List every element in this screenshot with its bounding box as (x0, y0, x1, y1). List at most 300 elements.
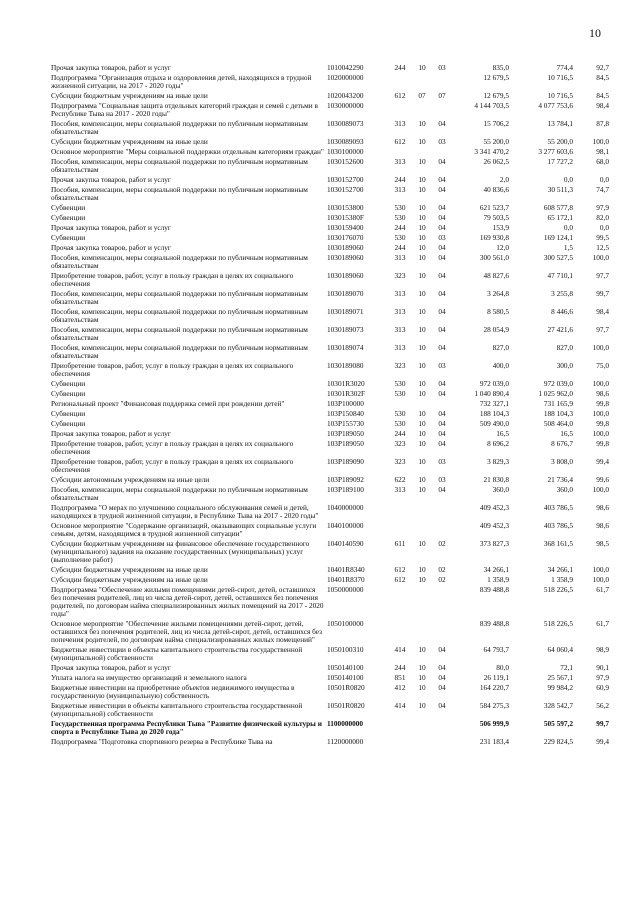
cell-target-code: 10301R302F (327, 390, 366, 398)
cell-plan: 8 580,5 (487, 308, 509, 316)
cell-plan: 12 679,5 (483, 74, 509, 82)
cell-fact: 169 124,1 (543, 234, 573, 242)
cell-plan: 621 523,7 (479, 204, 509, 212)
cell-percent: 100,0 (592, 430, 609, 438)
table-row (50, 102, 610, 120)
cell-percent: 82,0 (596, 214, 609, 222)
cell-target-code: 1040000000 (327, 504, 364, 512)
cell-name: Пособия, компенсации, меры социальной поддержки по публичным нормативным обязательствам (51, 486, 308, 502)
cell-percent: 99,8 (596, 420, 609, 428)
cell-name: Субвенции (51, 390, 86, 398)
cell-expense-type: 313 (394, 290, 406, 298)
cell-target-code: 1030153800 (327, 204, 364, 212)
cell-subsection: 04 (438, 702, 446, 710)
table-row (50, 344, 610, 362)
cell-section: 10 (418, 476, 426, 484)
cell-plan: 12 679,5 (483, 92, 509, 100)
cell-expense-type: 244 (394, 224, 406, 232)
cell-target-code: 1030100000 (327, 148, 364, 156)
table-row (50, 186, 610, 204)
cell-target-code: 103P100000 (327, 400, 364, 408)
cell-target-code: 1030089073 (327, 120, 364, 128)
cell-fact: 21 736,4 (547, 476, 573, 484)
cell-plan: 360,0 (492, 486, 509, 494)
table-row (50, 440, 610, 458)
cell-expense-type (388, 148, 412, 158)
cell-target-code: 103015380F (327, 214, 364, 222)
cell-expense-type: 313 (394, 486, 406, 494)
cell-plan: 4 144 703,5 (474, 102, 509, 110)
table-row (50, 234, 610, 244)
cell-name: Бюджетные инвестиции на приобретение объектов недвижимого имущества в государственную (муниципальную) собственность (51, 684, 295, 700)
cell-fact: 3 277 603,6 (538, 148, 573, 156)
cell-expense-type: 530 (394, 234, 406, 242)
cell-section: 10 (418, 674, 426, 682)
cell-target-code: 1050000000 (327, 586, 364, 594)
cell-fact: 328 542,7 (543, 702, 573, 710)
cell-percent: 92,7 (596, 64, 609, 72)
cell-percent: 100,0 (592, 486, 609, 494)
cell-subsection: 03 (438, 64, 446, 72)
cell-plan: 169 930,8 (479, 234, 509, 242)
cell-plan: 3 829,3 (487, 458, 509, 466)
cell-section: 10 (418, 458, 426, 466)
cell-section: 10 (418, 186, 426, 194)
cell-target-code: 10401R8340 (327, 566, 365, 574)
cell-plan: 16,5 (496, 430, 509, 438)
table-row (50, 566, 610, 576)
cell-plan: 64 793,7 (483, 646, 509, 654)
cell-percent: 0,0 (599, 224, 609, 232)
cell-subsection (432, 74, 452, 92)
cell-target-code: 1030189070 (327, 290, 364, 298)
cell-name: Прочая закупка товаров, работ и услуг (51, 224, 171, 232)
cell-expense-type (388, 400, 412, 410)
cell-target-code: 1030189080 (327, 362, 364, 370)
cell-section: 10 (418, 234, 426, 242)
cell-target-code: 10401R8370 (327, 576, 365, 584)
table-row (50, 458, 610, 476)
cell-plan: 400,0 (492, 362, 509, 370)
cell-percent: 100,0 (592, 566, 609, 574)
cell-name: Субвенции (51, 204, 86, 212)
cell-fact: 972 039,0 (543, 380, 573, 388)
cell-percent: 97,7 (596, 272, 609, 280)
cell-fact: 8 446,6 (551, 308, 573, 316)
cell-fact: 3 255,8 (551, 290, 573, 298)
cell-plan: 26 119,1 (483, 674, 509, 682)
cell-percent: 61,7 (596, 620, 609, 628)
cell-plan: 40 836,6 (483, 186, 509, 194)
cell-subsection: 04 (438, 486, 446, 494)
cell-plan: 231 183,4 (479, 738, 509, 746)
cell-fact: 55 200,0 (547, 138, 573, 146)
cell-fact: 13 784,1 (547, 120, 573, 128)
cell-fact: 608 577,8 (543, 204, 573, 212)
cell-fact: 188 104,3 (543, 410, 573, 418)
cell-name: Субвенции (51, 380, 86, 388)
cell-fact: 64 060,4 (547, 646, 573, 654)
cell-name: Субсидии бюджетным учреждениям на иные цели (51, 576, 208, 584)
cell-target-code: 1040100000 (327, 522, 364, 530)
cell-fact: 1,5 (563, 244, 573, 252)
cell-subsection: 04 (438, 272, 446, 280)
cell-fact: 300 527,5 (543, 254, 573, 262)
cell-percent: 99,7 (596, 720, 609, 728)
table-row (50, 64, 610, 74)
cell-subsection (432, 738, 452, 748)
cell-name: Пособия, компенсации, меры социальной поддержки по публичным нормативным обязательствам (51, 186, 308, 202)
cell-plan: 21 830,8 (483, 476, 509, 484)
cell-percent: 99,4 (596, 458, 609, 466)
cell-percent: 100,0 (592, 380, 609, 388)
cell-fact: 17 727,2 (547, 158, 573, 166)
table-row (50, 586, 610, 620)
table-row (50, 674, 610, 684)
cell-name: Субвенции (51, 420, 86, 428)
cell-section: 10 (418, 272, 426, 280)
cell-section: 10 (418, 702, 426, 710)
cell-name: Субсидии бюджетным учреждениям на финансовое обеспечение государственного (муниципального) задания на оказание государственных (муниципальных) услуг (выполнение работ) (51, 540, 310, 564)
cell-expense-type: 323 (394, 440, 406, 448)
cell-percent: 98,6 (596, 504, 609, 512)
cell-target-code: 1030189071 (327, 308, 364, 316)
cell-target-code: 1030159400 (327, 224, 364, 232)
cell-section: 10 (418, 430, 426, 438)
cell-subsection (432, 400, 452, 410)
cell-subsection (432, 720, 452, 738)
cell-target-code: 10501R0820 (327, 702, 365, 710)
cell-subsection: 03 (438, 234, 446, 242)
cell-plan: 8 696,2 (487, 440, 509, 448)
cell-target-code: 10301R3020 (327, 380, 365, 388)
cell-name: Подпрограмма "Организация отдыха и оздоровления детей, находящихся в трудной жизненной ситуации, на 2017 - 2020 годы" (51, 74, 312, 90)
table-row (50, 326, 610, 344)
cell-plan: 28 054,9 (483, 326, 509, 334)
cell-section: 10 (418, 410, 426, 418)
cell-target-code: 1030189060 (327, 254, 364, 262)
cell-target-code: 103P189092 (327, 476, 364, 484)
cell-name: Пособия, компенсации, меры социальной поддержки по публичным нормативным обязательствам (51, 290, 308, 306)
page-number: 10 (589, 26, 601, 40)
cell-expense-type: 323 (394, 272, 406, 280)
cell-expense-type: 530 (394, 214, 406, 222)
cell-percent: 98,4 (596, 308, 609, 316)
cell-plan: 972 039,0 (479, 380, 509, 388)
cell-fact: 827,0 (556, 344, 573, 352)
cell-subsection: 04 (438, 684, 446, 692)
cell-percent: 99,5 (596, 234, 609, 242)
cell-plan: 55 200,0 (483, 138, 509, 146)
table-row (50, 138, 610, 148)
cell-fact: 10 716,5 (547, 74, 573, 82)
table-row (50, 254, 610, 272)
cell-target-code: 103P150840 (327, 410, 364, 418)
cell-expense-type: 612 (394, 92, 406, 100)
cell-fact: 0,0 (563, 176, 573, 184)
cell-name: Прочая закупка товаров, работ и услуг (51, 176, 171, 184)
table-row (50, 420, 610, 430)
cell-fact: 47 710,1 (547, 272, 573, 280)
cell-percent: 99,8 (596, 440, 609, 448)
cell-fact: 518 226,5 (543, 620, 573, 628)
cell-subsection: 04 (438, 344, 446, 352)
table-row (50, 620, 610, 646)
cell-subsection: 04 (438, 214, 446, 222)
cell-name: Основное мероприятие "Содержание организаций, оказывающих социальные услуги семьям, детям, находящимся в трудной жизненной ситуации" (51, 522, 317, 538)
cell-plan: 300 561,0 (479, 254, 509, 262)
cell-subsection (432, 586, 452, 620)
cell-percent: 97,9 (596, 674, 609, 682)
cell-percent: 99,8 (596, 400, 609, 408)
cell-fact: 731 165,9 (543, 400, 573, 408)
cell-plan: 188 104,3 (479, 410, 509, 418)
cell-fact: 505 597,2 (543, 720, 573, 728)
cell-target-code: 1050100000 (327, 620, 364, 628)
cell-fact: 0,0 (563, 224, 573, 232)
cell-percent: 98,6 (596, 522, 609, 530)
cell-percent: 99,7 (596, 290, 609, 298)
cell-plan: 584 275,3 (479, 702, 509, 710)
cell-section: 10 (418, 254, 426, 262)
cell-plan: 835,0 (492, 64, 509, 72)
cell-target-code: 1020000000 (327, 74, 364, 82)
cell-percent: 98,9 (596, 646, 609, 654)
cell-section: 10 (418, 308, 426, 316)
cell-percent: 61,7 (596, 586, 609, 594)
cell-subsection: 04 (438, 440, 446, 448)
cell-target-code: 1030152700 (327, 186, 364, 194)
cell-percent: 100,0 (592, 576, 609, 584)
cell-fact: 368 161,5 (543, 540, 573, 548)
cell-plan: 3 264,8 (487, 290, 509, 298)
table-row (50, 308, 610, 326)
cell-subsection: 04 (438, 308, 446, 316)
cell-subsection: 04 (438, 664, 446, 672)
cell-fact: 27 421,6 (547, 326, 573, 334)
cell-section: 10 (418, 540, 426, 548)
cell-fact: 300,0 (556, 362, 573, 370)
cell-section: 10 (418, 664, 426, 672)
table-row (50, 684, 610, 702)
cell-subsection (432, 522, 452, 540)
cell-target-code: 10501R0820 (327, 684, 365, 692)
cell-plan: 26 062,5 (483, 158, 509, 166)
cell-percent: 100,0 (592, 138, 609, 146)
cell-percent: 98,6 (596, 390, 609, 398)
cell-expense-type: 851 (394, 674, 406, 682)
cell-section: 10 (418, 290, 426, 298)
cell-subsection: 04 (438, 646, 446, 654)
cell-expense-type: 412 (394, 684, 406, 692)
cell-section: 10 (418, 176, 426, 184)
cell-plan: 839 488,8 (479, 586, 509, 594)
cell-name: Пособия, компенсации, меры социальной поддержки по публичным нормативным обязательствам (51, 120, 308, 136)
cell-target-code: 1050140100 (327, 664, 364, 672)
cell-section: 10 (418, 224, 426, 232)
cell-name: Приобретение товаров, работ, услуг в пользу граждан в целях их социального обеспечения (51, 458, 294, 474)
table-row (50, 224, 610, 234)
table-row (50, 204, 610, 214)
cell-subsection: 03 (438, 138, 446, 146)
table-row (50, 290, 610, 308)
cell-plan: 153,9 (492, 224, 509, 232)
cell-plan: 1 040 890,4 (474, 390, 509, 398)
cell-section: 10 (418, 390, 426, 398)
cell-expense-type: 530 (394, 420, 406, 428)
cell-plan: 3 341 470,2 (474, 148, 509, 156)
cell-fact: 16,5 (560, 430, 573, 438)
cell-expense-type: 530 (394, 204, 406, 212)
cell-plan: 80,0 (496, 664, 509, 672)
cell-plan: 839 488,8 (479, 620, 509, 628)
cell-target-code: 1030189060 (327, 272, 364, 280)
cell-name: Субсидии бюджетным учреждениям на иные цели (51, 92, 208, 100)
table-row (50, 74, 610, 92)
cell-percent: 68,0 (596, 158, 609, 166)
cell-subsection: 04 (438, 120, 446, 128)
cell-subsection: 04 (438, 204, 446, 212)
cell-expense-type: 244 (394, 244, 406, 252)
cell-plan: 827,0 (492, 344, 509, 352)
cell-percent: 100,0 (592, 254, 609, 262)
cell-name: Приобретение товаров, работ, услуг в пользу граждан в целях их социального обеспечения (51, 362, 294, 378)
cell-expense-type (388, 586, 412, 620)
cell-subsection: 04 (438, 244, 446, 252)
cell-fact: 1 358,9 (551, 576, 573, 584)
cell-fact: 34 266,1 (547, 566, 573, 574)
cell-subsection: 04 (438, 158, 446, 166)
cell-percent: 84,5 (596, 92, 609, 100)
cell-expense-type (388, 504, 412, 522)
cell-expense-type (388, 620, 412, 646)
cell-percent: 98,4 (596, 102, 609, 110)
table-row (50, 214, 610, 224)
cell-percent: 12,5 (596, 244, 609, 252)
cell-plan: 409 452,3 (479, 504, 509, 512)
table-row (50, 504, 610, 522)
cell-percent: 99,6 (596, 476, 609, 484)
cell-subsection: 04 (438, 224, 446, 232)
cell-name: Основное мероприятие "Обеспечение жилыми помещениями детей-сирот, детей, оставшихся без попечения родителей, лиц из числа детей-сирот, детей, оставшихся без попечения родителей, по договорам найма специализированных жилых помещений" (51, 620, 322, 644)
cell-name: Субвенции (51, 214, 86, 222)
cell-expense-type: 313 (394, 186, 406, 194)
cell-section (412, 400, 432, 410)
cell-section: 10 (418, 214, 426, 222)
cell-name: Субвенции (51, 410, 86, 418)
cell-target-code: 103P189100 (327, 486, 364, 494)
cell-name: Подпрограмма "Социальная защита отдельных категорий граждан и семей с детьми в Республике Тыва на 2017 - 2020 годы" (51, 102, 318, 118)
table-row (50, 738, 610, 748)
table-row (50, 576, 610, 586)
cell-subsection: 04 (438, 410, 446, 418)
cell-fact: 508 464,0 (543, 420, 573, 428)
cell-expense-type (388, 74, 412, 92)
cell-fact: 25 567,1 (547, 674, 573, 682)
cell-name: Пособия, компенсации, меры социальной поддержки по публичным нормативным обязательствам (51, 326, 308, 342)
cell-target-code: 1030089093 (327, 138, 364, 146)
cell-section: 10 (418, 362, 426, 370)
cell-section: 10 (418, 64, 426, 72)
cell-fact: 99 984,2 (547, 684, 573, 692)
cell-percent: 97,7 (596, 326, 609, 334)
cell-section: 10 (418, 204, 426, 212)
table-row (50, 486, 610, 504)
cell-expense-type: 313 (394, 326, 406, 334)
cell-plan: 2,0 (499, 176, 509, 184)
cell-expense-type: 612 (394, 576, 406, 584)
cell-subsection: 04 (438, 254, 446, 262)
cell-subsection: 02 (438, 576, 446, 584)
table-row (50, 476, 610, 486)
cell-target-code: 1030189073 (327, 326, 364, 334)
cell-expense-type: 244 (394, 64, 406, 72)
cell-subsection: 04 (438, 420, 446, 428)
cell-section: 10 (418, 566, 426, 574)
cell-subsection (432, 102, 452, 120)
cell-plan: 164 220,7 (479, 684, 509, 692)
cell-fact: 10 716,5 (547, 92, 573, 100)
cell-target-code: 103P189050 (327, 440, 364, 448)
cell-expense-type: 313 (394, 308, 406, 316)
cell-plan: 506 999,9 (479, 720, 509, 728)
cell-expense-type: 244 (394, 430, 406, 438)
cell-percent: 74,7 (596, 186, 609, 194)
cell-target-code: 103P189090 (327, 458, 364, 466)
cell-section: 10 (418, 420, 426, 428)
cell-expense-type: 611 (394, 540, 406, 548)
cell-percent: 97,9 (596, 204, 609, 212)
cell-subsection: 03 (438, 458, 446, 466)
cell-fact: 72,1 (560, 664, 573, 672)
cell-percent: 98,1 (596, 148, 609, 156)
table-row (50, 158, 610, 176)
cell-expense-type: 622 (394, 476, 406, 484)
cell-subsection: 04 (438, 186, 446, 194)
cell-percent: 56,2 (596, 702, 609, 710)
cell-target-code: 1030000000 (327, 102, 364, 110)
cell-plan: 509 490,0 (479, 420, 509, 428)
table-row (50, 430, 610, 440)
cell-name: Прочая закупка товаров, работ и услуг (51, 244, 171, 252)
table-row (50, 120, 610, 138)
cell-fact: 229 824,5 (543, 738, 573, 746)
cell-percent: 99,4 (596, 738, 609, 746)
cell-expense-type: 244 (394, 176, 406, 184)
cell-fact: 4 077 753,6 (538, 102, 573, 110)
cell-percent: 87,8 (596, 120, 609, 128)
cell-target-code: 1030152700 (327, 176, 364, 184)
cell-section: 10 (418, 244, 426, 252)
cell-expense-type (388, 720, 412, 738)
cell-plan: 12,0 (496, 244, 509, 252)
table-row (50, 380, 610, 390)
table-row (50, 702, 610, 720)
cell-subsection: 04 (438, 380, 446, 388)
cell-expense-type: 313 (394, 120, 406, 128)
cell-section (412, 586, 432, 620)
cell-section (412, 148, 432, 158)
cell-expense-type: 313 (394, 158, 406, 166)
cell-subsection: 02 (438, 566, 446, 574)
cell-name: Прочая закупка товаров, работ и услуг (51, 664, 171, 672)
cell-fact: 30 511,3 (547, 186, 573, 194)
cell-target-code: 1030176070 (327, 234, 364, 242)
cell-subsection: 04 (438, 674, 446, 682)
cell-expense-type: 414 (394, 702, 406, 710)
cell-name: Государственная программа Республики Тыва "Развитие физической культуры и спорта в Республике Тыва до 2020 года" (51, 720, 322, 736)
cell-section (412, 522, 432, 540)
